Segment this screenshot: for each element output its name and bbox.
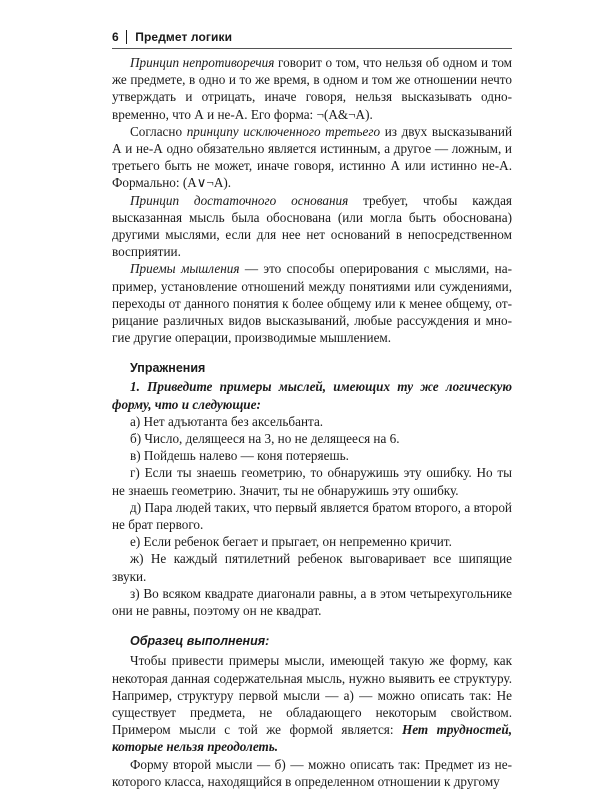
paragraph-noncontradiction	[112, 54, 512, 123]
term-sufficient-reason: Принцип достаточного основания	[130, 192, 349, 208]
paragraph-sufficient-reason	[112, 192, 512, 261]
book-page	[112, 28, 512, 790]
sample-paragraph-1	[112, 652, 512, 755]
exercise-item: д) Пара людей таких, что первый является братом второго, а второй не брат первого.	[112, 499, 512, 533]
exercises-heading: Упражнения	[130, 361, 206, 376]
paragraph-text: требует, чтобы каждая высказанная мысль была обоснована (или могла быть обоснована) другими мыслями, если для нее нет оснований в непосредственном восприятии.	[112, 192, 513, 260]
exercise-item: а) Нет адъютанта без аксельбанта.	[130, 413, 324, 429]
exercise-item: з) Во всяком квадрате диагонали равны, а в этом четырехугольнике они не равны, поэтому он не квадрат.	[112, 585, 512, 619]
sample-heading: Образец выполнения:	[130, 634, 270, 649]
exercise-item: б) Число, делящееся на 3, но не делящееся на 6.	[130, 431, 400, 447]
paragraph-lead: Согласно	[130, 123, 187, 139]
paragraph-excluded-middle	[112, 123, 512, 192]
page-number: 6	[112, 30, 119, 44]
chapter-title: Предмет логики	[135, 30, 233, 44]
paragraph-text: Чтобы привести примеры мысли, имеющей такую же форму, как некоторая данная содержательная мысль, нужно выявить ее структуру. Например, структуру первой мысли — а) — можно описать так: Не существует предмета, не обладающего некоторым свойством. Примером мысли с той же формой является:	[112, 653, 512, 738]
paragraph-text: говорит о том, что нельзя об одном и том же предмете, в одно и то же время, в одном и том же отношении нечто утверждать и отрицать, иначе говоря, нельзя высказывать одновременно, что А и не-А. Его форма: ¬(А&¬А).	[112, 55, 513, 122]
paragraph-text: из двух высказываний А и не-А одно обязательно является истинным, а другое — ложным, и третьего быть не может, иначе говоря, истинно А или истинно не-А. Формально: (А∨¬А).	[112, 123, 513, 191]
term-noncontradiction: Принцип непротиворечия	[130, 55, 275, 70]
running-header	[112, 28, 512, 46]
sample-paragraph-2: Форму второй мысли — б) — можно описать так: Предмет из некоторого класса, находящийся в определенном отношении к другому	[112, 756, 512, 789]
term-thinking-methods: Приемы мышления	[130, 261, 240, 277]
exercise-task: 1. Приведите примеры мыслей, имеющих ту же логическую форму, что и следующие:	[112, 379, 512, 412]
term-excluded-middle: принципу исключенного третьего	[186, 123, 381, 139]
paragraph-text: — это способы оперирования с мыслями, например, установление отношений между понятиями или суждениями, переходы от данного понятия к более общему или к менее общему, отрицание различных видов высказываний, любые рассуждения и многие другие операции, производимые мышлением.	[112, 261, 512, 346]
header-rule	[112, 48, 512, 49]
exercise-item: в) Пойдешь налево — коня потеряешь.	[130, 448, 349, 464]
paragraph-thinking-methods	[112, 260, 512, 346]
exercise-item: е) Если ребенок бегает и прыгает, он непременно кричит.	[130, 534, 452, 550]
header-divider	[126, 30, 128, 44]
exercise-item: ж) Не каждый пятилетний ребенок выговаривает все шипящие звуки.	[112, 551, 512, 584]
sample-example: Нет трудностей, которые нельзя преодолеть.	[112, 722, 512, 755]
exercise-item: г) Если ты знаешь геометрию, то обнаружишь эту ошибку. Но ты не знаешь геометрию. Значит, ты не обнаружишь эту ошибку.	[112, 465, 512, 498]
